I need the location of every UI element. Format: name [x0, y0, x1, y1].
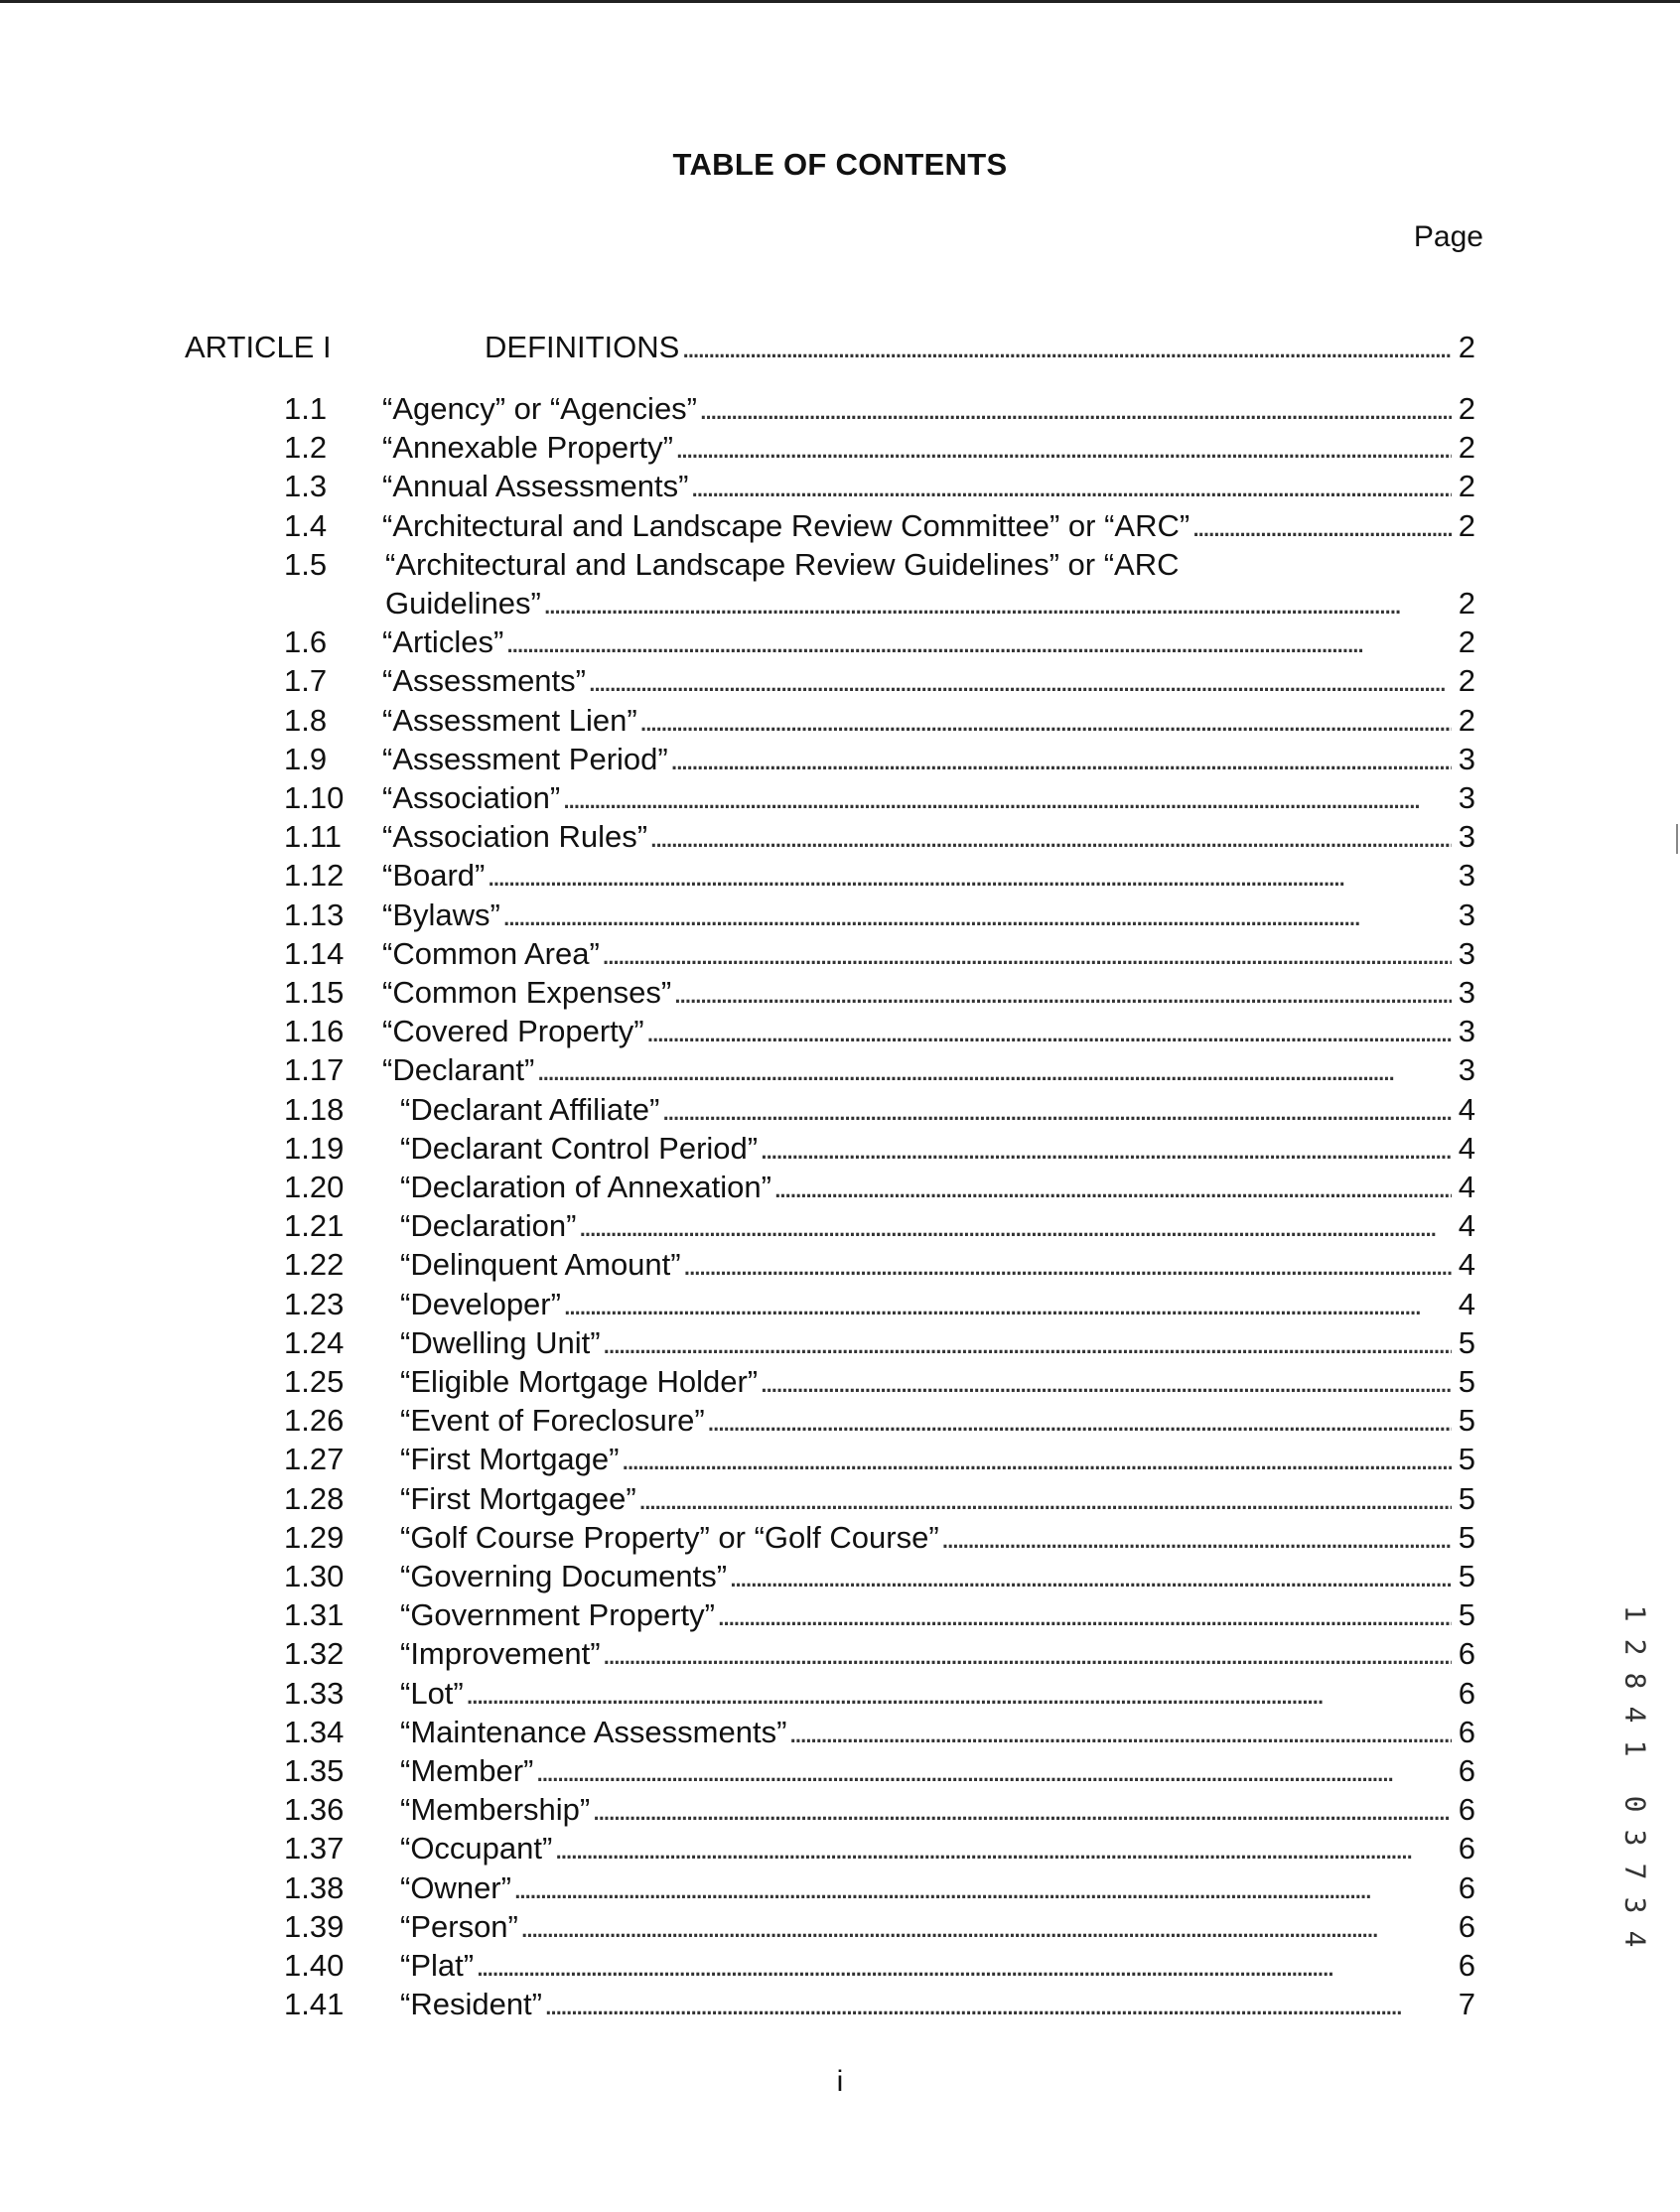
entry-line: [382, 624, 1475, 660]
toc-entry: [0, 624, 1680, 664]
entry-line: [382, 469, 1475, 504]
entry-number: 1.15: [284, 975, 345, 1010]
toc-entry: [0, 703, 1680, 743]
entry-number: 1.13: [284, 897, 345, 932]
dot-leader: [649, 819, 1452, 855]
entry-page: 3: [1458, 1052, 1475, 1088]
entry-label: “Delinquent Amount”: [400, 1247, 681, 1283]
entry-line: [400, 1676, 1475, 1712]
entry-label: “Annual Assessments”: [382, 469, 689, 504]
entry-label: “Declarant Control Period”: [400, 1130, 759, 1166]
entry-page: 6: [1458, 1753, 1475, 1788]
toc-entry: [0, 1325, 1680, 1365]
entry-line: [400, 1753, 1475, 1789]
toc-entry: [0, 819, 1680, 859]
dot-leader: [603, 1636, 1452, 1672]
dot-leader: [603, 1325, 1452, 1361]
dot-leader: [562, 780, 1452, 816]
entry-label: “Dwelling Unit”: [400, 1324, 601, 1360]
toc-entry: [0, 1676, 1680, 1716]
entry-label: “Event of Foreclosure”: [400, 1403, 705, 1439]
entry-line: [400, 1715, 1475, 1750]
entry-number: 1.39: [284, 1908, 345, 1944]
entry-label: “Membership”: [400, 1792, 591, 1828]
dot-leader: [681, 330, 1452, 365]
entry-page: 5: [1458, 1403, 1475, 1439]
dot-leader: [505, 624, 1452, 660]
entry-label: “Architectural and Landscape Review Committee” or “ARC”: [382, 507, 1190, 543]
entry-number: 1.10: [284, 780, 345, 815]
dot-leader: [661, 1092, 1452, 1128]
entry-number: 1.24: [284, 1324, 345, 1360]
entry-label: “Assessments”: [382, 663, 586, 699]
stamp-digit: 3: [1617, 1829, 1651, 1847]
dot-leader: [554, 1831, 1452, 1866]
entry-label: “Plat”: [400, 1948, 475, 1983]
entry-page: 3: [1458, 858, 1475, 894]
entry-number: 1.32: [284, 1636, 345, 1672]
entry-label: “Board”: [382, 858, 486, 894]
toc-entry-line1: [0, 547, 1680, 587]
entry-label: “Association”: [382, 780, 561, 815]
toc-entry: [0, 1052, 1680, 1092]
page-column-label: Page: [1413, 220, 1483, 253]
entry-page: 2: [1458, 624, 1475, 660]
entry-number: 1.26: [284, 1403, 345, 1439]
entry-page: 3: [1458, 1014, 1475, 1049]
entry-label: “Declaration”: [400, 1208, 577, 1244]
dot-leader: [638, 1481, 1452, 1517]
dot-leader: [578, 1208, 1452, 1244]
article-title: DEFINITIONS: [485, 330, 680, 364]
entry-page: 3: [1458, 897, 1475, 932]
dot-leader: [502, 898, 1452, 933]
toc-entry: [0, 1208, 1680, 1248]
dot-leader: [690, 469, 1452, 504]
toc-entry: [0, 742, 1680, 781]
toc-entry: [0, 1364, 1680, 1404]
entry-page: 4: [1458, 1170, 1475, 1204]
entry-number: 1.4: [284, 507, 328, 543]
dot-leader: [760, 1364, 1452, 1400]
entry-number: 1.35: [284, 1753, 345, 1788]
entry-line: [382, 858, 1475, 894]
entry-page: 3: [1458, 780, 1475, 815]
entry-number: 1.19: [284, 1130, 345, 1166]
entry-page: 4: [1458, 1247, 1475, 1283]
stamp-digit: 2: [1617, 1638, 1651, 1656]
dot-leader: [941, 1520, 1452, 1556]
entry-number: 1.41: [284, 1987, 345, 2022]
entry-number: 1.27: [284, 1442, 345, 1477]
entry-line: [382, 742, 1475, 777]
entry-number: 1.34: [284, 1714, 345, 1749]
entry-page: 4: [1458, 1208, 1475, 1244]
toc-entry: [0, 1715, 1680, 1754]
entry-line: [400, 1636, 1475, 1672]
dot-leader: [675, 430, 1452, 466]
entry-number: 1.11: [284, 819, 343, 855]
entry-page: 7: [1458, 1987, 1475, 2022]
dot-leader: [466, 1676, 1452, 1712]
entry-line: [400, 1520, 1475, 1556]
entry-line: [400, 1364, 1475, 1400]
entry-line: [400, 1987, 1475, 2022]
top-border-rule: [0, 0, 1680, 3]
article-heading-row: [185, 330, 1475, 369]
entry-number: 1.30: [284, 1559, 345, 1593]
entry-line: [382, 663, 1475, 699]
entry-label: “Improvement”: [400, 1636, 601, 1672]
entry-number: 1.36: [284, 1792, 345, 1828]
entry-label: “Agency” or “Agencies”: [382, 391, 698, 426]
entry-line: [400, 1792, 1475, 1828]
stamp-digit: 3: [1617, 1896, 1651, 1914]
entry-page: 5: [1458, 1364, 1475, 1399]
entry-label: Guidelines”: [385, 586, 541, 621]
toc-entry: [0, 1403, 1680, 1443]
entry-label: “Lot”: [400, 1675, 464, 1711]
entry-line: [400, 1442, 1475, 1477]
entry-line: [382, 936, 1475, 972]
entry-page: 2: [1458, 469, 1475, 504]
toc-entry: [0, 1559, 1680, 1598]
toc-entry: [0, 1520, 1680, 1560]
dot-leader: [788, 1715, 1452, 1750]
entry-line: [400, 1131, 1475, 1167]
entry-page: 5: [1458, 1559, 1475, 1593]
entry-line: [400, 1170, 1475, 1205]
entry-page: 3: [1458, 819, 1475, 855]
entry-number: 1.22: [284, 1247, 345, 1283]
footer-page-number: i: [836, 2065, 844, 2098]
entry-number: 1.21: [284, 1208, 345, 1244]
entry-page: 2: [1458, 430, 1475, 466]
toc-entry: [0, 1287, 1680, 1326]
entry-page: 5: [1458, 1519, 1475, 1555]
entry-line: [400, 1831, 1475, 1866]
entry-line: [382, 975, 1475, 1011]
toc-entry: [0, 1636, 1680, 1676]
entry-line: [382, 430, 1475, 466]
entry-line: [382, 819, 1475, 855]
entry-number: 1.17: [284, 1052, 345, 1088]
toc-entry: [0, 858, 1680, 898]
entry-line: [382, 391, 1475, 427]
dot-leader: [670, 742, 1452, 777]
entry-line: [382, 1014, 1475, 1049]
page-title: TABLE OF CONTENTS: [672, 147, 1008, 182]
side-document-stamp: [1614, 1596, 1654, 1956]
scan-edge-mark: [1676, 824, 1678, 854]
dot-leader: [773, 1170, 1452, 1205]
dot-leader: [717, 1597, 1452, 1633]
dot-leader: [513, 1870, 1452, 1906]
entry-number: 1.8: [284, 702, 328, 738]
entry-page: 4: [1458, 1091, 1475, 1127]
entry-line: [382, 508, 1475, 544]
dot-leader: [707, 1403, 1452, 1439]
entry-label: “Assessment Period”: [382, 741, 668, 776]
entry-page: 6: [1458, 1948, 1475, 1983]
entry-label: “First Mortgage”: [400, 1442, 620, 1477]
dot-leader: [544, 1987, 1452, 2022]
entry-number: 1.37: [284, 1831, 345, 1866]
entry-page: 5: [1458, 1324, 1475, 1360]
toc-entry: [0, 1987, 1680, 2026]
dot-leader: [729, 1559, 1452, 1594]
entry-number: 1.28: [284, 1480, 345, 1516]
toc-entry-line2: [0, 586, 1680, 625]
entry-number: 1.6: [284, 624, 328, 660]
entry-number: 1.3: [284, 469, 328, 504]
entry-label: “Resident”: [400, 1987, 542, 2022]
dot-leader: [476, 1948, 1452, 1984]
entry-line: [400, 1481, 1475, 1517]
entry-page: 6: [1458, 1869, 1475, 1905]
entry-line: [400, 1870, 1475, 1906]
toc-entry: [0, 508, 1680, 548]
entry-label: “Declaration of Annexation”: [400, 1170, 771, 1204]
dot-leader: [673, 975, 1452, 1011]
article-page: 2: [1458, 330, 1475, 364]
entry-line: [400, 1208, 1475, 1244]
stamp-digit: 7: [1617, 1863, 1651, 1880]
entry-page: 2: [1458, 391, 1475, 426]
entry-number: 1.40: [284, 1948, 345, 1983]
entry-label: “Owner”: [400, 1869, 511, 1905]
entry-line: [400, 1559, 1475, 1594]
entry-line: [385, 586, 1475, 622]
entry-line: [400, 1948, 1475, 1984]
dot-leader: [543, 586, 1452, 622]
entry-page: 2: [1458, 586, 1475, 621]
entry-line: [382, 898, 1475, 933]
entry-label: “Covered Property”: [382, 1014, 644, 1049]
entry-label: “Maintenance Assessments”: [400, 1714, 787, 1749]
dot-leader: [487, 858, 1452, 894]
article-title-line: [485, 330, 1475, 365]
dot-leader: [646, 1014, 1452, 1049]
entry-line: [382, 703, 1475, 739]
entry-number: 1.5: [284, 546, 328, 582]
entry-page: 6: [1458, 1792, 1475, 1828]
dot-leader: [520, 1909, 1452, 1945]
entry-number: 1.2: [284, 430, 328, 466]
toc-entry: [0, 936, 1680, 976]
entry-label: “Developer”: [400, 1286, 561, 1321]
toc-entry: [0, 975, 1680, 1015]
entry-label: “Member”: [400, 1753, 534, 1788]
entry-number: 1.33: [284, 1675, 345, 1711]
toc-entry: [0, 391, 1680, 431]
toc-entry: [0, 430, 1680, 470]
toc-entry: [0, 1481, 1680, 1521]
toc-entry: [0, 1870, 1680, 1910]
entry-line: [400, 1909, 1475, 1945]
stamp-digit: 4: [1617, 1706, 1651, 1724]
dot-leader: [592, 1792, 1452, 1828]
entry-number: 1.20: [284, 1170, 345, 1204]
entry-page: 4: [1458, 1286, 1475, 1321]
entry-number: 1.23: [284, 1286, 345, 1321]
entry-line: [382, 1052, 1475, 1088]
entry-page: 6: [1458, 1831, 1475, 1866]
entry-number: 1.12: [284, 858, 345, 894]
entry-number: 1.7: [284, 663, 328, 699]
entry-page: 5: [1458, 1442, 1475, 1477]
entry-line: [400, 1247, 1475, 1283]
entry-number: 1.14: [284, 935, 345, 971]
entry-line: [400, 1325, 1475, 1361]
dot-leader: [621, 1442, 1452, 1477]
toc-entry: [0, 1753, 1680, 1793]
dot-leader: [588, 663, 1452, 699]
entry-page: 2: [1458, 663, 1475, 699]
entry-page: 3: [1458, 935, 1475, 971]
toc-entry: [0, 1170, 1680, 1209]
entry-label: “Declarant”: [382, 1052, 535, 1088]
stamp-digit: 0: [1617, 1795, 1651, 1813]
toc-entry: [0, 1792, 1680, 1832]
entry-number: 1.1: [284, 391, 328, 426]
entry-page: 6: [1458, 1675, 1475, 1711]
entry-page: 5: [1458, 1480, 1475, 1516]
dot-leader: [1191, 508, 1452, 544]
entry-page: 3: [1458, 975, 1475, 1010]
toc-entry: [0, 663, 1680, 703]
toc-entry: [0, 1948, 1680, 1988]
entry-label: “Bylaws”: [382, 897, 500, 932]
entry-label: “Person”: [400, 1908, 518, 1944]
entry-line: [400, 1403, 1475, 1439]
entry-label: “Annexable Property”: [382, 430, 673, 466]
toc-entry: [0, 1831, 1680, 1870]
dot-leader: [602, 936, 1452, 972]
entry-page: 2: [1458, 507, 1475, 543]
entry-label: “Governing Documents”: [400, 1559, 728, 1593]
dot-leader: [683, 1247, 1452, 1283]
entry-number: 1.38: [284, 1869, 345, 1905]
toc-entry: [0, 469, 1680, 508]
entry-number: 1.9: [284, 741, 328, 776]
entry-number: 1.29: [284, 1519, 345, 1555]
stamp-digit: 1: [1617, 1604, 1651, 1622]
entry-label: “Government Property”: [400, 1597, 715, 1633]
entry-page: 6: [1458, 1714, 1475, 1749]
entry-label: “Articles”: [382, 624, 504, 660]
entry-label-line1: “Architectural and Landscape Review Guidelines” or “ARC: [385, 546, 1180, 582]
entry-page: 5: [1458, 1597, 1475, 1633]
entry-line: [382, 780, 1475, 816]
toc-entry: [0, 1014, 1680, 1053]
entry-number: 1.31: [284, 1597, 345, 1633]
entry-label: “Declarant Affiliate”: [400, 1091, 660, 1127]
dot-leader: [535, 1753, 1452, 1789]
entry-page: 2: [1458, 702, 1475, 738]
dot-leader: [639, 703, 1452, 739]
entry-page: 6: [1458, 1908, 1475, 1944]
dot-leader: [536, 1052, 1452, 1088]
toc-entry: [0, 1442, 1680, 1481]
entry-label: “Association Rules”: [382, 819, 648, 855]
entry-label: “Occupant”: [400, 1831, 553, 1866]
entry-label: “Common Expenses”: [382, 975, 672, 1010]
entry-label: “Golf Course Property” or “Golf Course”: [400, 1519, 939, 1555]
entry-page: 3: [1458, 741, 1475, 776]
toc-entry: [0, 780, 1680, 820]
toc-entry: [0, 898, 1680, 937]
toc-entry: [0, 1092, 1680, 1132]
entry-label: “Assessment Lien”: [382, 702, 637, 738]
article-number: ARTICLE I: [185, 330, 332, 364]
toc-entry: [0, 1131, 1680, 1171]
toc-entry: [0, 1597, 1680, 1637]
entry-label: “First Mortgagee”: [400, 1480, 636, 1516]
entry-page: 6: [1458, 1636, 1475, 1672]
entry-line: [400, 1092, 1475, 1128]
dot-leader: [563, 1287, 1452, 1322]
stamp-digit: 8: [1617, 1672, 1651, 1690]
dot-leader: [699, 391, 1452, 427]
stamp-digit: 1: [1617, 1739, 1651, 1757]
toc-entry: [0, 1909, 1680, 1949]
entry-line: [400, 1597, 1475, 1633]
toc-entry: [0, 1247, 1680, 1287]
entry-number: 1.25: [284, 1364, 345, 1399]
entry-label: “Common Area”: [382, 935, 600, 971]
entry-line: [400, 1287, 1475, 1322]
entry-number: 1.18: [284, 1091, 345, 1127]
entry-label: “Eligible Mortgage Holder”: [400, 1364, 759, 1399]
stamp-digit: 4: [1617, 1930, 1651, 1948]
dot-leader: [760, 1131, 1452, 1167]
entry-number: 1.16: [284, 1014, 345, 1049]
entry-page: 4: [1458, 1130, 1475, 1166]
